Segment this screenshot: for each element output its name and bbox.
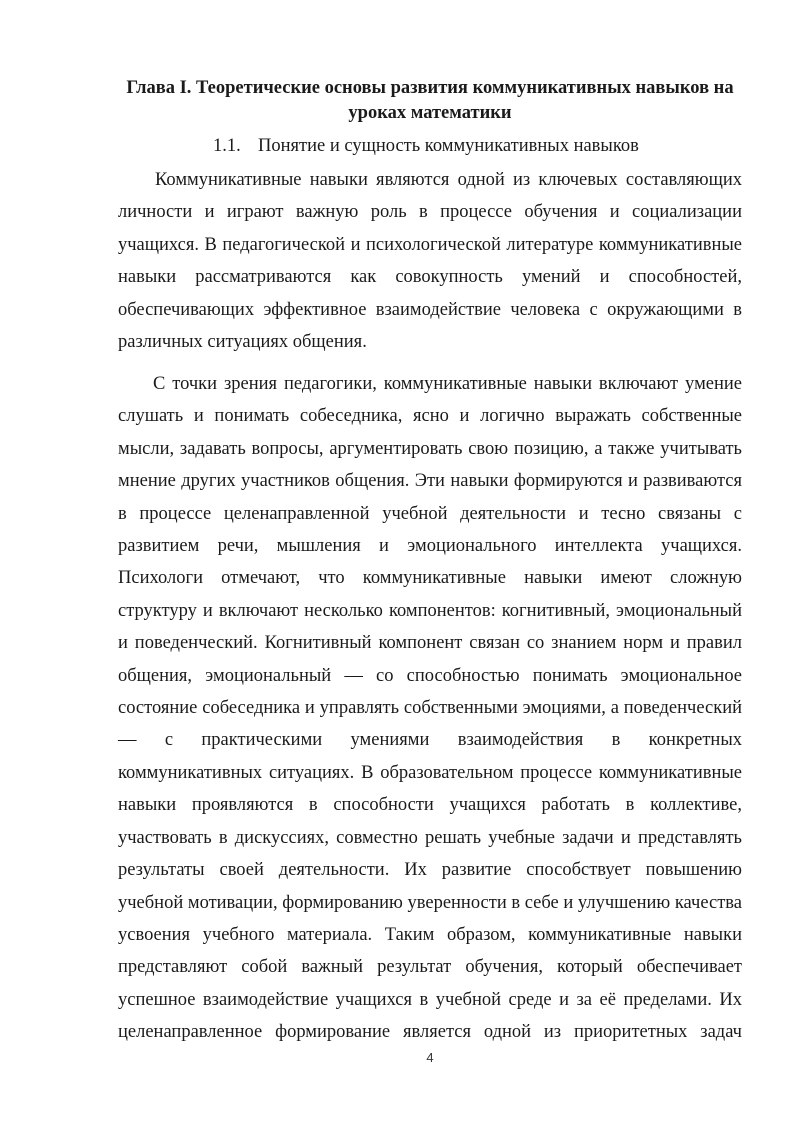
section-title: Понятие и сущность коммуникативных навыков [258, 136, 639, 156]
paragraph-main: С точки зрения педагогики, коммуникативные навыки включают умение слушать и понимать собеседника, ясно и логично выражать собственные мысли, задавать вопросы, аргументировать свою позицию, а также учитывать мнение других участников общения. Эти навыки формируются и развиваются в процессе целенаправленной учебной деятельности и тесно связаны с развитием речи, мышления и эмоционального интеллекта учащихся. Психологи отмечают, что коммуникативные навыки имеют сложную структуру и включают несколько компонентов: когнитивный, эмоциональный и поведенческий. Когнитивный компонент связан со знанием норм и правил общения, эмоциональный — со способностью понимать эмоциональное состояние собеседника и управлять собственными эмоциями, а поведенческий — с практическими умениями взаимодействия в конкретных коммуникативных ситуациях. В образовательном процессе коммуникативные навыки проявляются в способности учащихся работать в коллективе, участвовать в дискуссиях, совместно решать учебные задачи и представлять результаты своей деятельности. Их развитие способствует повышению учебной мотивации, формированию уверенности в себе и улучшению качества усвоения учебного материала. Таким образом, коммуникативные навыки представляют собой важный результат обучения, который обеспечивает успешное взаимодействие учащихся в учебной среде и за её пределами. Их целенаправленное формирование является одной из приоритетных задач [118, 374, 742, 1043]
chapter-title: Глава I. Теоретические основы развития коммуникативных навыков на уроках математики [126, 78, 734, 123]
paragraph-intro: Коммуникативные навыки являются одной из ключевых составляющих личности и играют важную роль в процессе обучения и социализации учащихся. В педагогической и психологической литературе коммуникативные навыки рассматриваются как совокупность умений и способностей, обеспечивающих эффективное взаимодействие человека с окружающими в различных ситуациях общения. [118, 170, 742, 353]
page-number: 4 [426, 1050, 434, 1065]
section-number: 1.1. [213, 136, 241, 156]
